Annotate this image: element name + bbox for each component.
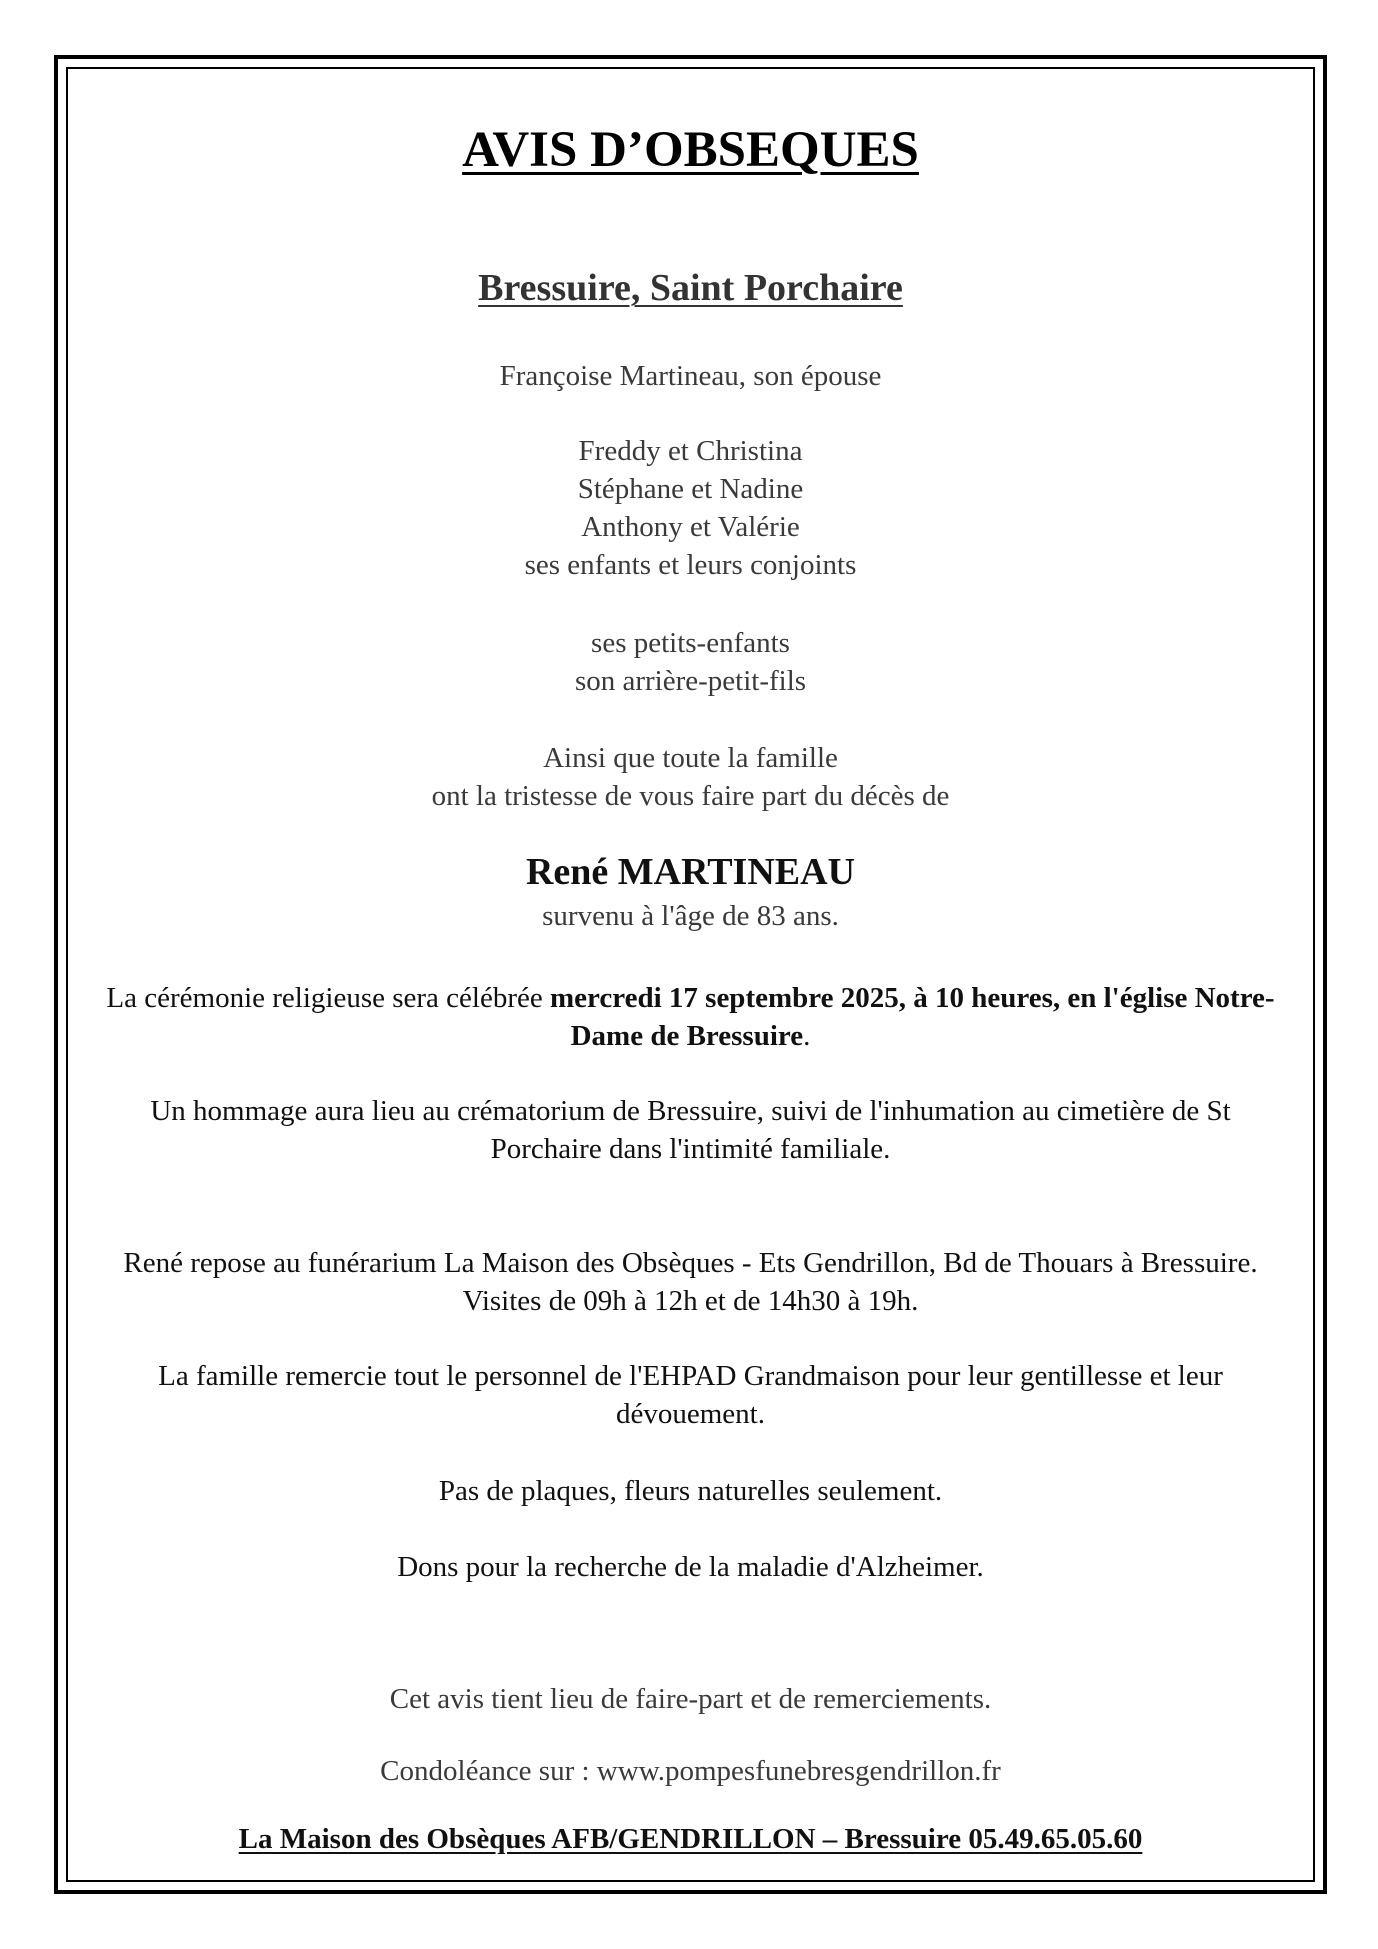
child-couple-2: Stéphane et Nadine	[577, 473, 804, 505]
age-line: survenu à l'âge de 83 ans.	[542, 900, 839, 932]
spouse-line: Françoise Martineau, son épouse	[499, 360, 882, 392]
child-couple-3: Anthony et Valérie	[581, 511, 800, 543]
notice-title: AVIS D’OBSEQUES	[462, 122, 919, 178]
funeral-home-footer: La Maison des Obsèques AFB/GENDRILLON – Bressuire 05.49.65.05.60	[238, 1823, 1143, 1855]
child-couple-1: Freddy et Christina	[578, 435, 803, 467]
announcement-line: ont la tristesse de vous faire part du décès de	[431, 780, 950, 812]
ceremony-details: mercredi 17 septembre 2025, à 10 heures, en l'église Notre-Dame de Bressuire	[550, 982, 1275, 1052]
great-grandchild-line: son arrière-petit-fils	[574, 665, 807, 697]
thanks-paragraph: La famille remercie tout le personnel de l'EHPAD Grandmaison pour leur gentillesse et leur dévouement.	[158, 1360, 1223, 1430]
rest-paragraph: René repose au funérarium La Maison des Obsèques - Ets Gendrillon, Bd de Thouars à Bressuire. Visites de 09h à 12h et de 14h30 à 19h.	[123, 1247, 1258, 1317]
deceased-name: René MARTINEAU	[525, 851, 856, 893]
tribute-paragraph: Un hommage aura lieu au crématorium de Bressuire, suivi de l'inhumation au cimetière de St Porchaire dans l'intimité familiale.	[150, 1095, 1231, 1165]
location-heading: Bressuire, Saint Porchaire	[478, 267, 903, 309]
grandchildren-line: ses petits-enfants	[591, 627, 790, 659]
children-caption: ses enfants et leurs conjoints	[524, 549, 857, 581]
notice-line: Cet avis tient lieu de faire-part et de remerciements.	[389, 1683, 992, 1715]
condolence-line: Condoléance sur : www.pompesfunebresgendrillon.fr	[380, 1755, 1001, 1787]
family-line: Ainsi que toute la famille	[543, 742, 838, 774]
inner-border	[66, 67, 1315, 1882]
ceremony-intro: La cérémonie religieuse sera célébrée	[106, 982, 550, 1014]
ceremony-paragraph	[106, 979, 1275, 1055]
donations-line: Dons pour la recherche de la maladie d'Alzheimer.	[397, 1551, 984, 1583]
ceremony-end: .	[803, 1020, 811, 1052]
flowers-line: Pas de plaques, fleurs naturelles seulement.	[438, 1475, 943, 1507]
